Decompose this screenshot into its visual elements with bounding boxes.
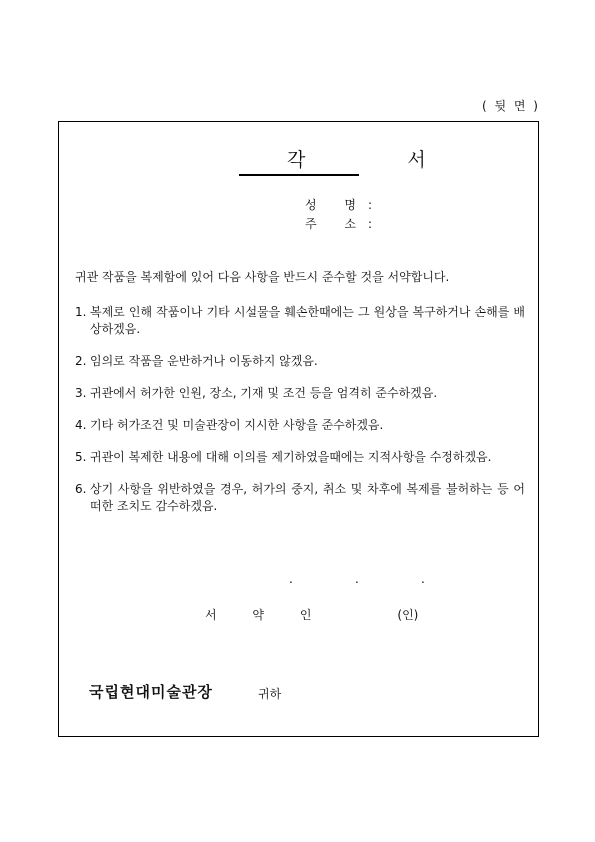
address-colon: : [368,217,373,231]
pledge-list [75,304,525,530]
item-number: 3. [75,386,87,400]
item-text: 복제로 인해 작품이나 기타 시설물을 훼손한때에는 그 원상을 복구하거나 손해를 배상하겠음. [90,305,525,336]
item-text: 기타 허가조건 및 미술관장이 지시한 사항을 준수하겠음. [90,418,384,432]
page-label: ( 뒷 면 ) [482,99,540,113]
recipient-honorific: 귀하 [258,687,282,701]
list-item [75,385,525,402]
list-item [75,353,525,370]
day-dot: . [421,572,425,586]
list-item [75,304,525,338]
item-text: 귀관에서 허가한 인원, 장소, 기재 및 조건 등을 엄격히 준수하겠음. [90,386,438,400]
month-dot: . [355,572,359,586]
year-dot: . [289,572,293,586]
list-item [75,481,525,515]
list-item [75,449,525,466]
item-number: 2. [75,354,87,368]
list-item [75,417,525,434]
name-row [305,196,372,213]
item-text: 귀관이 복제한 내용에 대해 이의를 제기하였을때에는 지적사항을 수정하겠음. [90,450,492,464]
date-line [289,572,487,586]
item-number: 1. [75,305,87,319]
item-number: 4. [75,418,87,432]
item-number: 5. [75,450,87,464]
document-title: 각 서 [239,145,359,176]
item-text: 임의로 작품을 운반하거나 이동하지 않겠음. [90,354,318,368]
address-label: 주 소 [305,217,368,231]
item-text: 상기 사항을 위반하였을 경우, 허가의 중지, 취소 및 차후에 복제를 불허하는 등 어떠한 조치도 감수하겠음. [90,482,525,513]
pledge-form [58,121,539,737]
signature-line [205,606,418,623]
item-number: 6. [75,482,87,496]
address-row [305,215,372,232]
signer-label: 서 약 인 [205,608,328,622]
name-colon: : [368,198,373,212]
recipient-name: 국립현대미술관장 [89,683,213,701]
intro-text: 귀관 작품을 복제함에 있어 다음 사항을 반드시 준수할 것을 서약합니다. [75,270,450,284]
name-label: 성 명 [305,198,368,212]
seal-label: (인) [397,608,419,622]
